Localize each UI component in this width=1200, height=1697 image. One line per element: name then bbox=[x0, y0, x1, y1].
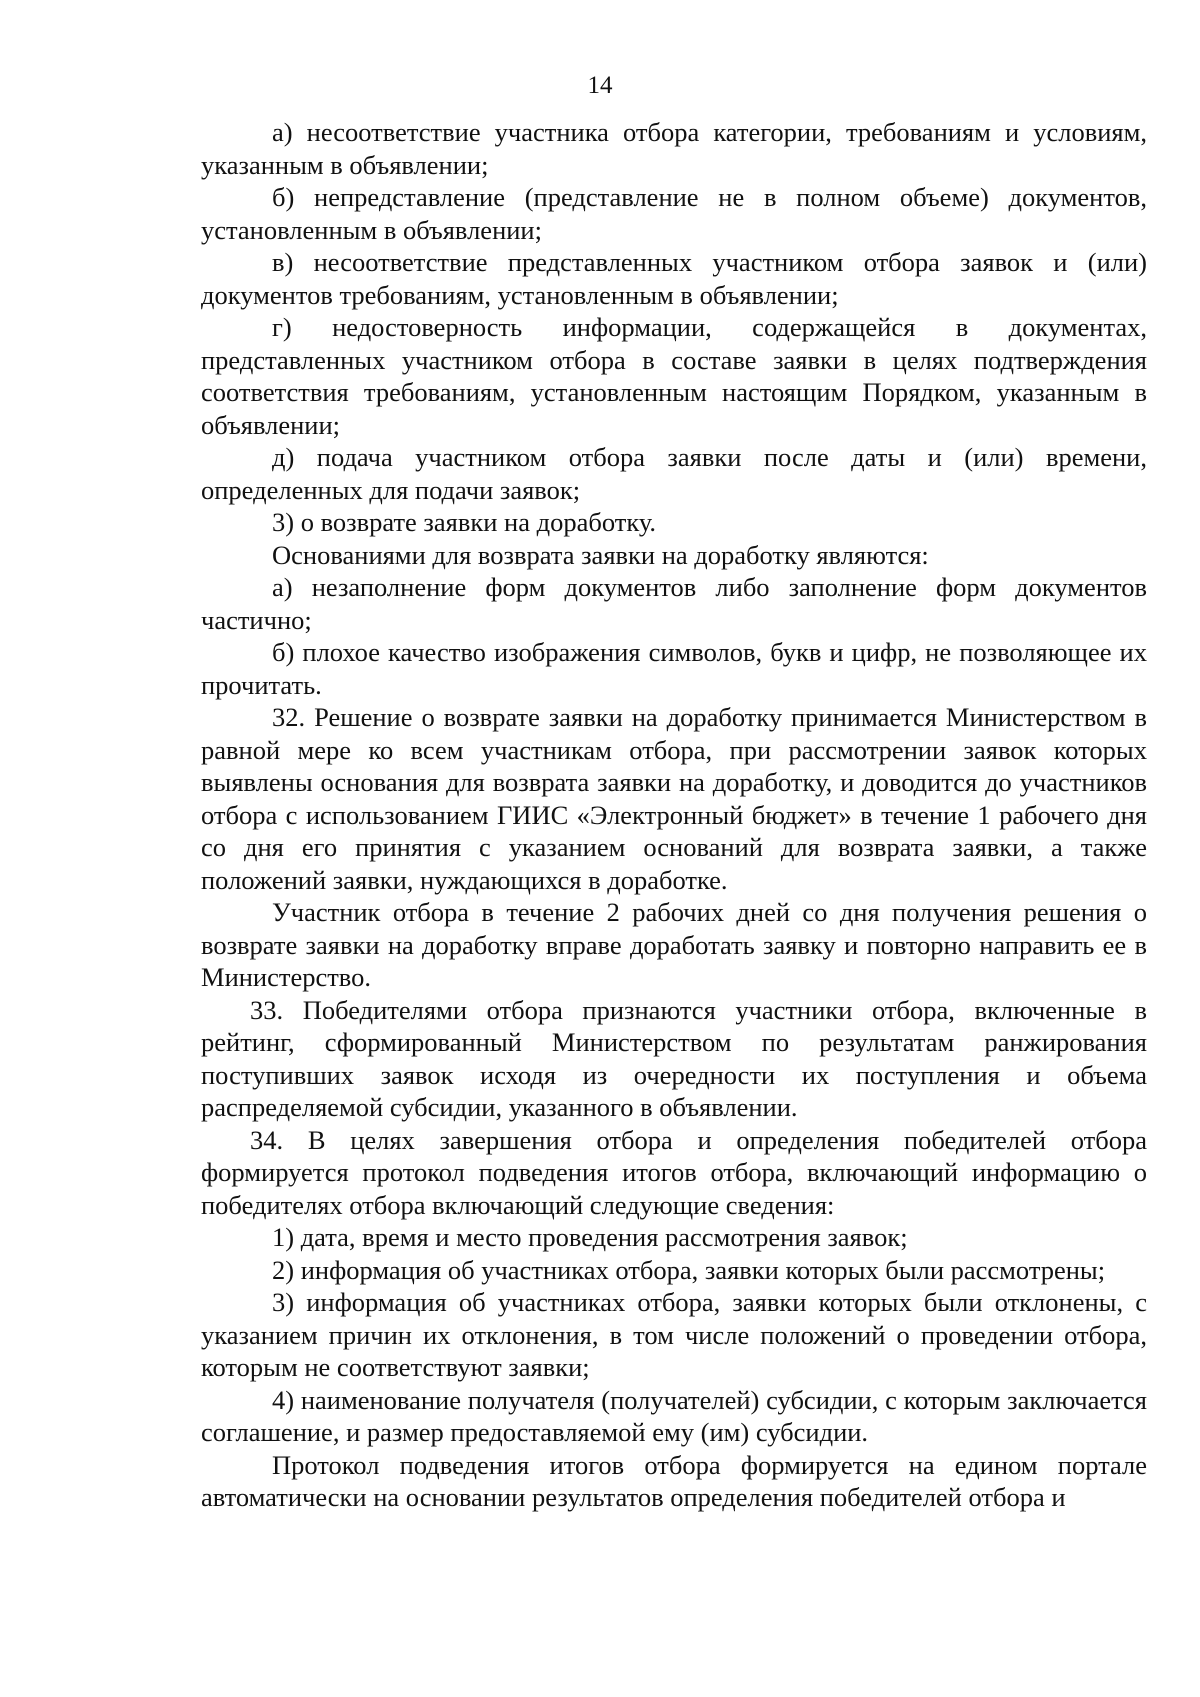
paragraph-1-date-time: 1) дата, время и место проведения рассмотрения заявок; bbox=[272, 1222, 908, 1252]
paragraph-3-participants-rejected: 3) информация об участниках отбора, заявки которых были отклонены, с указанием причин их отклонения, в том числе положений о проведении отбора, которым не соответствуют заявки; bbox=[201, 1287, 1147, 1382]
paragraph-participant-revision: Участник отбора в течение 2 рабочих дней со дня получения решения о возврате заявки на доработку вправе доработать заявку и повторно направить ее в Министерство. bbox=[201, 897, 1147, 992]
paragraph-grounds-for-return: Основаниями для возврата заявки на доработку являются: bbox=[272, 539, 929, 570]
paragraph-v-documents-mismatch: в) несоответствие представленных участником отбора заявок и (или) документов требованиям, установленным в объявлении; bbox=[201, 247, 1147, 310]
paragraph-3-return-for-revision: 3) о возврате заявки на доработку. bbox=[272, 507, 657, 537]
paragraph-34-protocol: 34. В целях завершения отбора и определения победителей отбора формируется протокол подведения итогов отбора, включающий информацию о победителях отбора включающий следующие сведения: bbox=[201, 1124, 1147, 1220]
paragraph-protocol-portal: Протокол подведения итогов отбора формируется на едином портале автоматически на основании результатов определения победителей отбора и bbox=[201, 1449, 1147, 1512]
paragraph-d-late-submission: д) подача участником отбора заявки после даты и (или) времени, определенных для подачи заявок; bbox=[201, 442, 1147, 505]
paragraph-b-poor-quality: б) плохое качество изображения символов, букв и цифр, не позволяющее их прочитать. bbox=[201, 637, 1147, 700]
paragraph-a-unfilled-forms: а) незаполнение форм документов либо заполнение форм документов частично; bbox=[201, 572, 1147, 635]
document-body bbox=[201, 116, 1147, 1514]
paragraph-g-unreliable-info: г) недостоверность информации, содержащейся в документах, представленных участником отбора в составе заявки в целях подтверждения соответствия требованиям, установленным настоящим Порядком, указанным в объявлении; bbox=[201, 312, 1147, 440]
paragraph-a-mismatch: а) несоответствие участника отбора категории, требованиям и условиям, указанным в объявлении; bbox=[201, 117, 1147, 180]
paragraph-4-recipient-name: 4) наименование получателя (получателей) субсидии, с которым заключается соглашение, и размер предоставляемой ему (им) субсидии. bbox=[201, 1384, 1147, 1447]
page-number: 14 bbox=[587, 72, 613, 99]
paragraph-b-nonsubmission: б) непредставление (представление не в полном объеме) документов, установленным в объявлении; bbox=[201, 182, 1147, 245]
paragraph-2-participants-reviewed: 2) информация об участниках отбора, заявки которых были рассмотрены; bbox=[272, 1254, 1106, 1285]
paragraph-33-winners: 33. Победителями отбора признаются участники отбора, включенные в рейтинг, сформированный Министерством по результатам ранжирования поступивших заявок исходя из очередности их поступления и объема распределяемой субсидии, указанного в объявлении. bbox=[201, 994, 1147, 1122]
paragraph-32-decision: 32. Решение о возврате заявки на доработку принимается Министерством в равной мере ко всем участникам отбора, при рассмотрении заявок которых выявлены основания для возврата заявки на доработку, и доводится до участников отбора с использованием ГИИС «Электронный бюджет» в течение 1 рабочего дня со дня его принятия с указанием оснований для возврата заявки, а также положений заявки, нуждающихся в доработке. bbox=[201, 702, 1147, 895]
